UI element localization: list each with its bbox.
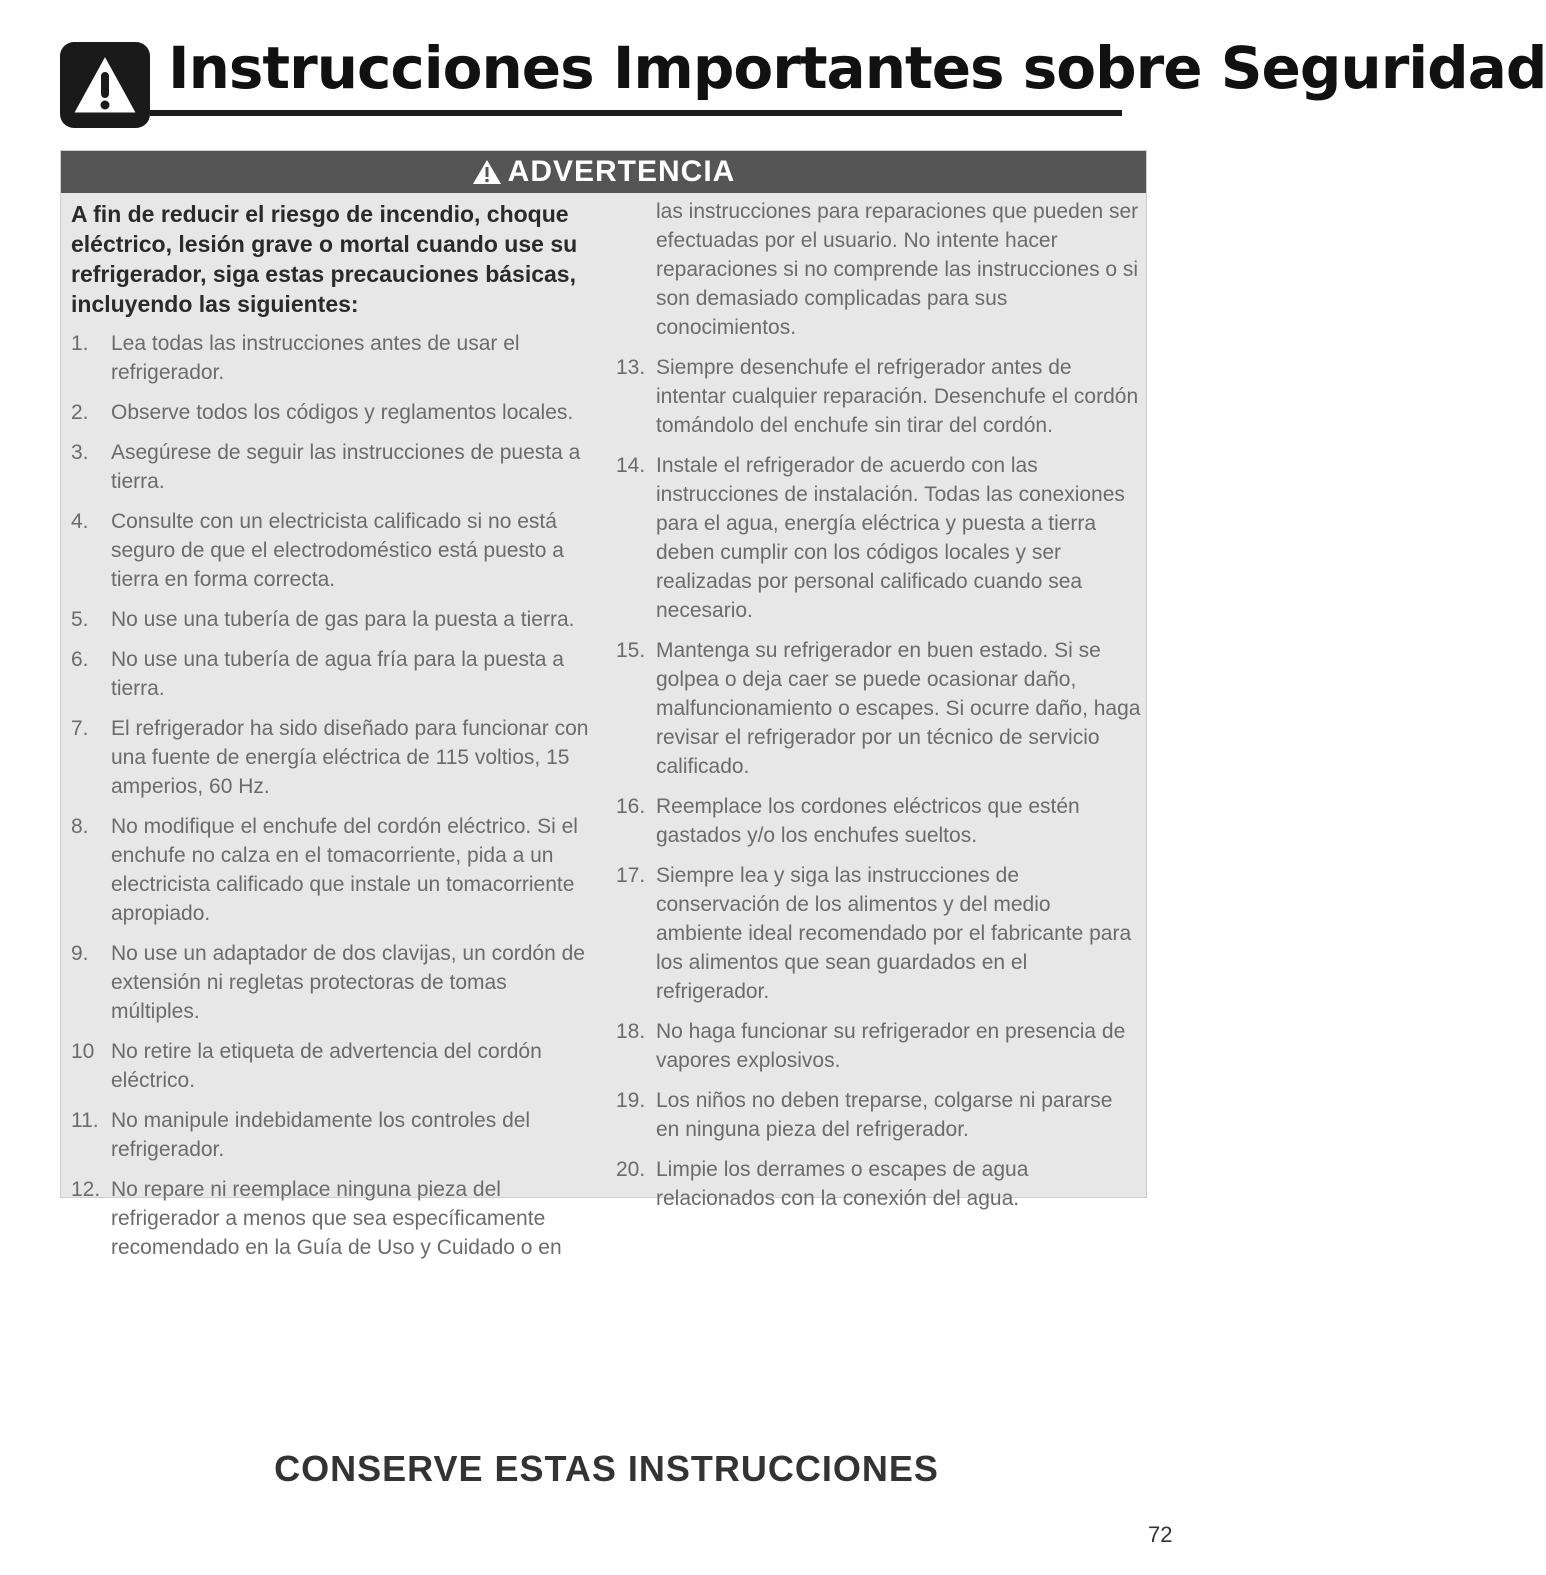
list-item — [71, 645, 591, 703]
list-item — [616, 1086, 1141, 1144]
item-text: El refrigerador ha sido diseñado para funcionar con una fuente de energía eléctrica de 115 voltios, 15 amperios, 60 Hz. — [111, 717, 589, 798]
item-number: 9. — [71, 942, 89, 965]
item-text: Mantenga su refrigerador en buen estado. Si se golpea o deja caer se puede ocasionar daño, malfuncionamiento o escapes. Si ocurre daño, haga revisar el refrigerador por un técnico de servicio calificado. — [656, 639, 1141, 778]
item-text: No use una tubería de agua fría para la puesta a tierra. — [111, 648, 564, 700]
list-item — [71, 812, 591, 928]
item-text: Siempre lea y siga las instrucciones de conservación de los alimentos y del medio ambiente ideal recomendado por el fabricante para los alimentos que sean guardados en el refrigerador. — [656, 864, 1132, 1003]
left-list — [71, 329, 591, 1262]
item-text: Observe todos los códigos y reglamentos locales. — [111, 401, 574, 424]
item-number: 11. — [71, 1109, 99, 1132]
item-number: 7. — [71, 717, 89, 740]
list-item — [616, 792, 1141, 850]
list-item — [71, 438, 591, 496]
list-item — [71, 1106, 591, 1164]
list-item — [616, 861, 1141, 1006]
right-column — [616, 197, 1141, 1224]
list-item — [71, 507, 591, 594]
item-text: Los niños no deben treparse, colgarse ni pararse en ninguna pieza del refrigerador. — [656, 1089, 1113, 1141]
item-number: 19. — [616, 1089, 646, 1112]
warning-box — [60, 150, 1147, 1259]
item-text: No retire la etiqueta de advertencia del cordón eléctrico. — [111, 1040, 542, 1092]
title-underline — [150, 110, 1122, 116]
right-list — [616, 353, 1141, 1213]
warning-intro: A fin de reducir el riesgo de incendio, choque eléctrico, lesión grave o mortal cuando use su refrigerador, siga estas precauciones básicas, incluyendo las siguientes: — [71, 201, 578, 317]
item-number: 17. — [616, 864, 646, 887]
item-text: Lea todas las instrucciones antes de usar el refrigerador. — [111, 332, 520, 384]
item-number: 14. — [616, 454, 646, 477]
warning-triangle-icon — [472, 159, 502, 185]
footer-note: CONSERVE ESTAS INSTRUCCIONES — [274, 1448, 939, 1489]
item-number: 2. — [71, 401, 89, 424]
item-number: 1. — [71, 332, 89, 355]
page-number: 72 — [1148, 1522, 1173, 1547]
left-column — [71, 199, 591, 1273]
item-number: 13. — [616, 356, 646, 379]
list-item — [616, 636, 1141, 781]
warning-triangle-icon — [60, 42, 150, 128]
item-number: 10 — [71, 1040, 95, 1063]
item-text: Instale el refrigerador de acuerdo con las instrucciones de instalación. Todas las conexiones para el agua, energía eléctrica y puesta a tierra deben cumplir con los códigos locales y ser realizadas por personal calificado cuando sea necesario. — [656, 454, 1125, 622]
list-item — [71, 939, 591, 1026]
item-text: Siempre desenchufe el refrigerador antes de intentar cualquier reparación. Desenchufe el cordón tomándolo del enchufe sin tirar del cordón. — [656, 356, 1139, 437]
item-text: No modifique el enchufe del cordón eléctrico. Si el enchufe no calza en el tomacorriente, pida a un electricista calificado que instale un tomacorriente apropiado. — [111, 815, 578, 925]
item-number: 20. — [616, 1158, 646, 1181]
list-item — [71, 714, 591, 801]
warning-label: ADVERTENCIA — [507, 155, 736, 188]
list-item — [616, 451, 1141, 625]
list-item — [71, 329, 591, 387]
list-item — [616, 1017, 1141, 1075]
warning-banner — [61, 151, 1146, 193]
item-12-continuation: las instrucciones para reparaciones que pueden ser efectuadas por el usuario. No intente hacer reparaciones si no comprende las instrucciones o si son demasiado complicadas para sus conocimientos. — [656, 200, 1139, 339]
item-number: 4. — [71, 510, 89, 533]
list-item — [71, 398, 591, 427]
item-text: Asegúrese de seguir las instrucciones de puesta a tierra. — [111, 441, 581, 493]
item-text: No use una tubería de gas para la puesta a tierra. — [111, 608, 575, 631]
item-text: No use un adaptador de dos clavijas, un cordón de extensión ni regletas protectoras de tomas múltiples. — [111, 942, 585, 1023]
item-text: No manipule indebidamente los controles del refrigerador. — [111, 1109, 531, 1161]
item-number: 5. — [71, 608, 89, 631]
item-number: 16. — [616, 795, 646, 818]
item-text: Limpie los derrames o escapes de agua relacionados con la conexión del agua. — [656, 1158, 1029, 1210]
list-item — [71, 605, 591, 634]
item-number: 3. — [71, 441, 89, 464]
item-text: Reemplace los cordones eléctricos que estén gastados y/o los enchufes sueltos. — [656, 795, 1080, 847]
list-item — [616, 353, 1141, 440]
page-title: Instrucciones Importantes sobre Seguridad — [168, 34, 1546, 102]
item-number: 18. — [616, 1020, 646, 1043]
item-number: 12. — [71, 1178, 101, 1201]
item-number: 15. — [616, 639, 646, 662]
item-text: Consulte con un electricista calificado si no está seguro de que el electrodoméstico está puesto a tierra en forma correcta. — [111, 510, 564, 591]
item-number: 8. — [71, 815, 89, 838]
list-item — [616, 1155, 1141, 1213]
list-item — [71, 1175, 591, 1262]
list-item — [71, 1037, 591, 1095]
item-number: 6. — [71, 648, 89, 671]
item-text: No haga funcionar su refrigerador en presencia de vapores explosivos. — [656, 1020, 1126, 1072]
item-text: No repare ni reemplace ninguna pieza del refrigerador a menos que sea específicamente recomendado en la Guía de Uso y Cuidado o en — [111, 1178, 562, 1259]
